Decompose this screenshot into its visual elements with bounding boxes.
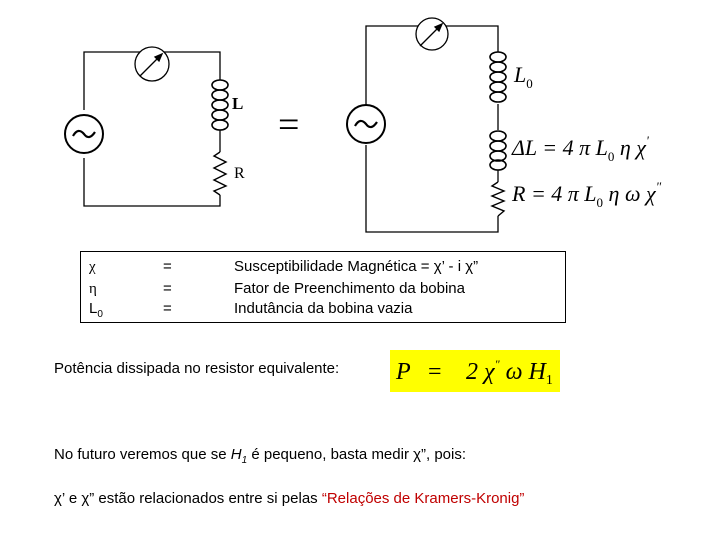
inductor-l0-icon	[490, 52, 506, 102]
right-l0-label: $L_0$	[514, 62, 533, 91]
resistor-icon	[492, 182, 504, 216]
meter-icon	[416, 18, 448, 50]
inductor-delta-icon	[490, 131, 506, 170]
symbol-chi: χ	[89, 259, 96, 275]
power-formula	[390, 350, 560, 392]
description-chi: Susceptibilidade Magnética = χ’ - i χ”	[234, 258, 479, 275]
resistance-formula: R = 4 π $L_0$ η ω χ"	[512, 179, 662, 210]
ac-source-icon	[65, 115, 103, 153]
description-l0: Indutância da bobina vazia	[234, 300, 413, 317]
symbol-l0: $L_0$	[89, 300, 103, 320]
definitions-box	[80, 251, 566, 323]
inductor-icon	[212, 80, 228, 130]
ac-source-icon	[347, 105, 385, 143]
svg-text:=: =	[428, 359, 442, 385]
symbol-eta: η	[89, 281, 97, 297]
meter-icon	[135, 47, 169, 81]
left-circuit	[65, 47, 228, 206]
power-formula-box	[390, 350, 560, 392]
left-resistor-label: R	[234, 165, 245, 182]
delta-l-formula: ΔL = 4 π $L_0$ η χ'	[512, 133, 649, 164]
description-eta: Fator de Preenchimento da bobina	[234, 280, 465, 297]
kramers-kronig-highlight: “Relações de Kramers-Kronig”	[321, 490, 525, 507]
future-note: No futuro veremos que se $H_1$ é pequeno, basta medir χ”, pois:	[54, 446, 467, 466]
left-inductor-label: L	[232, 94, 244, 113]
power-label: Potência dissipada no resistor equivalente:	[54, 360, 340, 377]
resistor-icon	[214, 152, 226, 195]
equals-sign: =	[278, 104, 300, 146]
kramers-kronig-note: χ’ e χ” estão relacionados entre si pelas “Relações de Kramers-Kronig”	[54, 490, 525, 507]
equals-chi: =	[163, 258, 172, 275]
right-circuit	[347, 18, 506, 232]
svg-text:2 χ" ω H1: 2 χ" ω $H_1$	[466, 357, 553, 388]
circuit-diagram	[0, 0, 720, 250]
svg-text:P: P	[396, 359, 411, 385]
equals-l0: =	[163, 300, 172, 317]
equals-eta: =	[163, 280, 172, 297]
